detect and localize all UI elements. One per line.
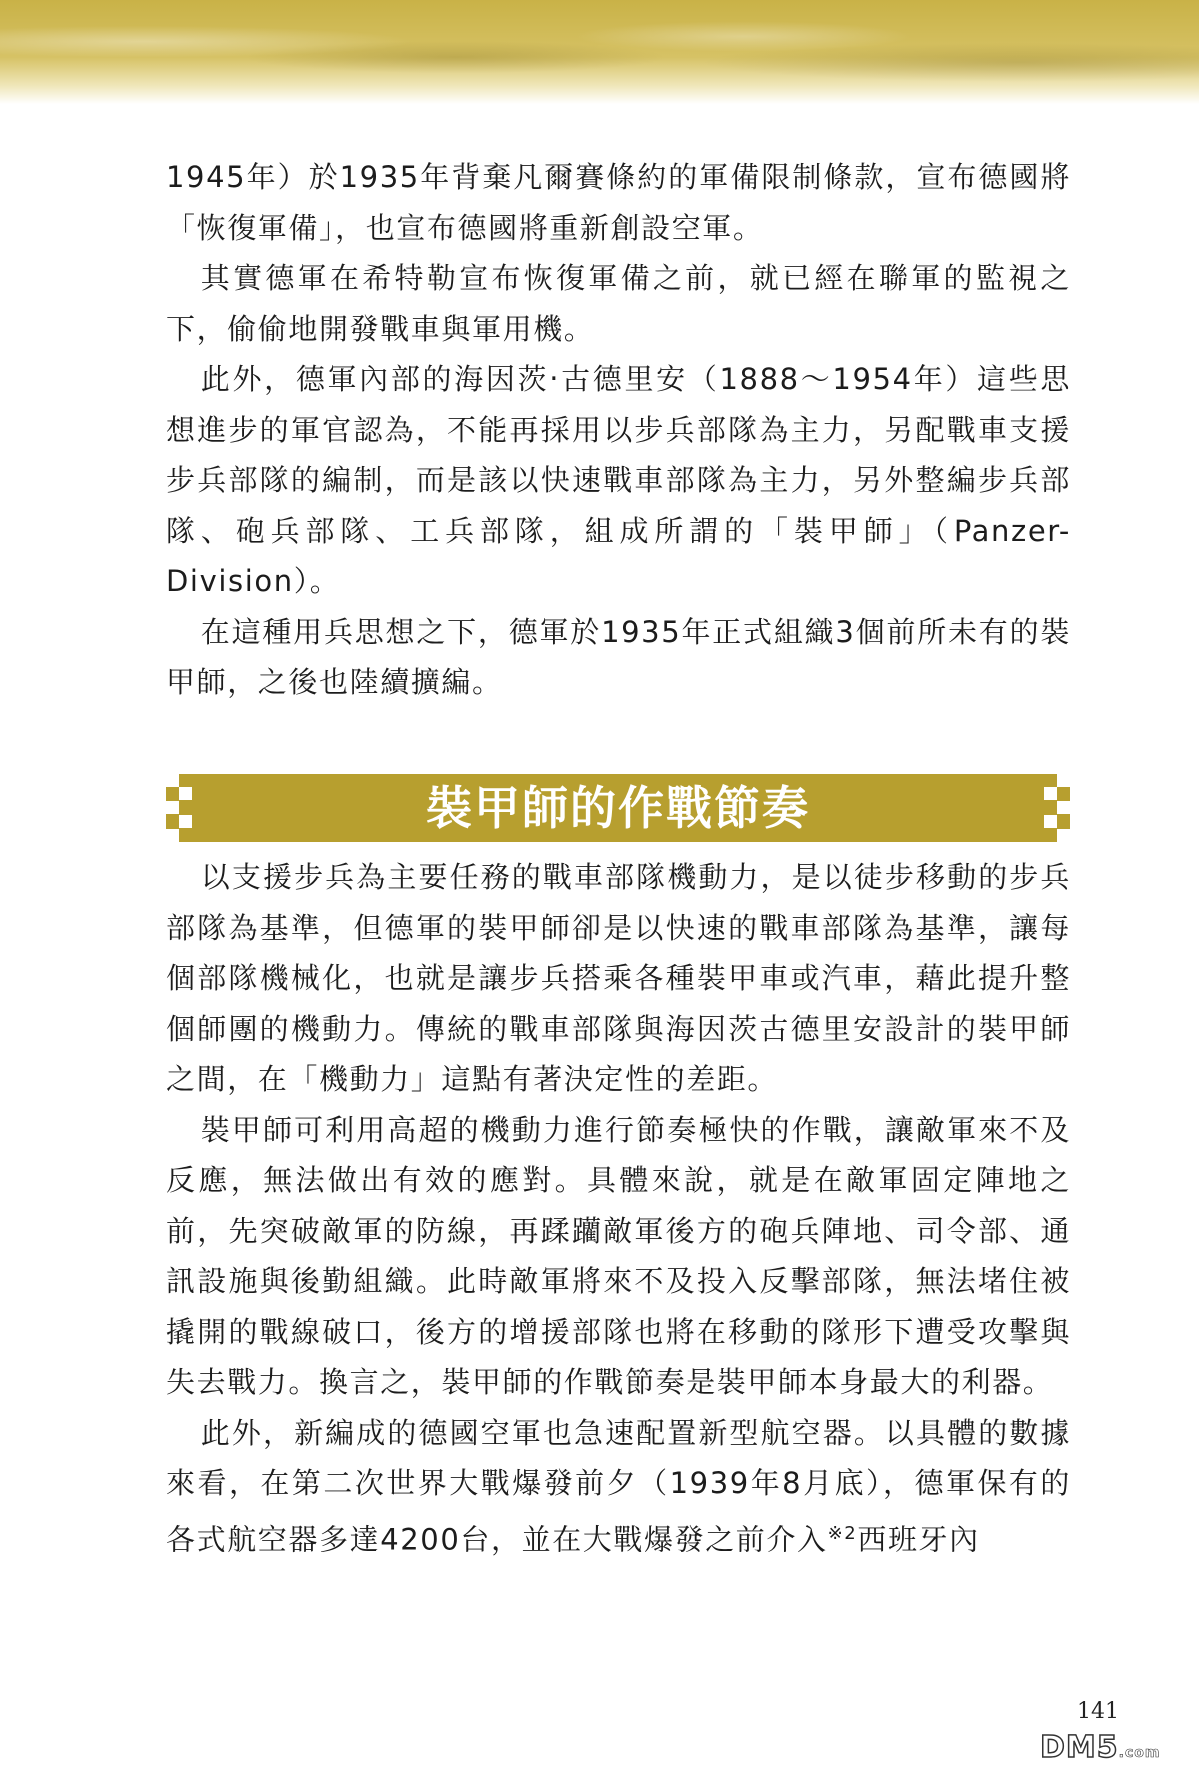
paragraph (166, 1408, 1071, 1565)
section-heading: 裝甲師的作戰節奏 (426, 781, 810, 835)
body-text-bottom (166, 852, 1071, 1565)
paragraph: 以支援步兵為主要任務的戰車部隊機動力，是以徒步移動的步兵部隊為基準，但德軍的裝甲師卻是以快速的戰車部隊為基準，讓每個部隊機械化，也就是讓步兵搭乘各種裝甲車或汽車，藉此提升整個師團的機動力。傳統的戰車部隊與海因茨古德里安設計的裝甲師之間，在「機動力」這點有著決定性的差距。 (166, 860, 1071, 1096)
watermark-logo: DM5.com (1040, 1730, 1161, 1765)
checker-ornament-right-icon (1030, 774, 1070, 842)
paragraph: 此外，德軍內部的海因茨‧古德里安（1888～1954年）這些思想進步的軍官認為，不能再採用以步兵部隊為主力，另配戰車支援步兵部隊的編制，而是該以快速戰車部隊為主力，另外整編步兵部隊、砲兵部隊、工兵部隊，組成所謂的「裝甲師」（Panzer-Division）。 (166, 362, 1071, 598)
paragraph-text-continued: 西班牙內 (857, 1522, 980, 1557)
page-number: 141 (1077, 1699, 1119, 1724)
footnote-mark: ※2 (827, 1522, 858, 1544)
paragraph: 1945年）於1935年背棄凡爾賽條約的軍備限制條款，宣布德國將「恢復軍備」，也宣布德國將重新創設空軍。 (166, 160, 1071, 245)
paragraph: 裝甲師可利用高超的機動力進行節奏極快的作戰，讓敵軍來不及反應，無法做出有效的應對。具體來說，就是在敵軍固定陣地之前，先突破敵軍的防線，再蹂躪敵軍後方的砲兵陣地、司令部、通訊設施與後勤組織。此時敵軍將來不及投入反擊部隊，無法堵住被撬開的戰線破口，後方的增援部隊也將在移動的隊形下遭受攻擊與失去戰力。換言之，裝甲師的作戰節奏是裝甲師本身最大的利器。 (166, 1112, 1071, 1399)
section-heading-bar (166, 774, 1070, 842)
paragraph-text: 此外，新編成的德國空軍也急速配置新型航空器。以具體的數據來看，在第二次世界大戰爆發前夕（1939年8月底），德軍保有的各式航空器多達4200台，並在大戰爆發之前介入 (166, 1415, 1071, 1557)
paragraph: 其實德軍在希特勒宣布恢復軍備之前，就已經在聯軍的監視之下，偷偷地開發戰車與軍用機。 (166, 261, 1071, 346)
top-decorative-band (0, 0, 1199, 104)
paragraph: 在這種用兵思想之下，德軍於1935年正式組織3個前所未有的裝甲師，之後也陸續擴編。 (166, 614, 1071, 699)
body-text-top (166, 152, 1071, 708)
